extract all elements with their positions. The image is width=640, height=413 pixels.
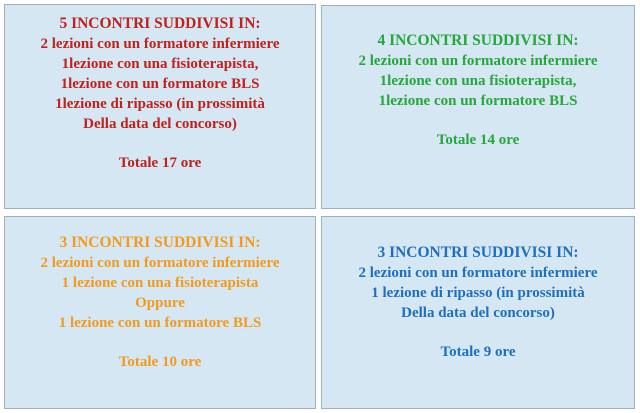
card-line: 2 lezioni con un formatore infermiere (40, 36, 280, 52)
card-title: 3 INCONTRI SUDDIVISI IN: (377, 244, 579, 261)
card-total: Totale 10 ore (118, 354, 202, 370)
course-card-3-meetings-review (321, 216, 635, 409)
card-title: 3 INCONTRI SUDDIVISI IN: (59, 234, 261, 251)
card-line: 1 lezione con una fisioterapista (61, 275, 259, 291)
card-line: 2 lezioni con un formatore infermiere (358, 53, 598, 69)
card-line: 1lezione con un formatore BLS (60, 76, 260, 92)
course-card-3-meetings-bls (4, 216, 316, 409)
card-line: Oppure (135, 295, 185, 311)
card-total: Totale 14 ore (436, 132, 520, 148)
card-line: 1 lezione con un formatore BLS (58, 315, 262, 331)
card-line: 2 lezioni con un formatore infermiere (358, 265, 598, 281)
card-line: 1 lezione di ripasso (in prossimità (371, 285, 585, 301)
card-title: 5 INCONTRI SUDDIVISI IN: (59, 15, 261, 32)
card-line: Della data del concorso) (83, 116, 237, 132)
card-title: 4 INCONTRI SUDDIVISI IN: (377, 32, 579, 49)
card-line: 1lezione di ripasso (in prossimità (55, 96, 265, 112)
course-card-4-meetings (321, 5, 635, 209)
card-line: 2 lezioni con un formatore infermiere (40, 255, 280, 271)
card-line: 1lezione con un formatore BLS (378, 93, 578, 109)
card-total: Totale 17 ore (118, 155, 202, 171)
card-line: 1lezione con una fisioterapista, (61, 56, 259, 72)
card-line: Della data del concorso) (401, 305, 555, 321)
course-card-5-meetings (4, 4, 316, 209)
card-total: Totale 9 ore (440, 344, 516, 360)
card-line: 1lezione con una fisioterapista, (379, 73, 577, 89)
